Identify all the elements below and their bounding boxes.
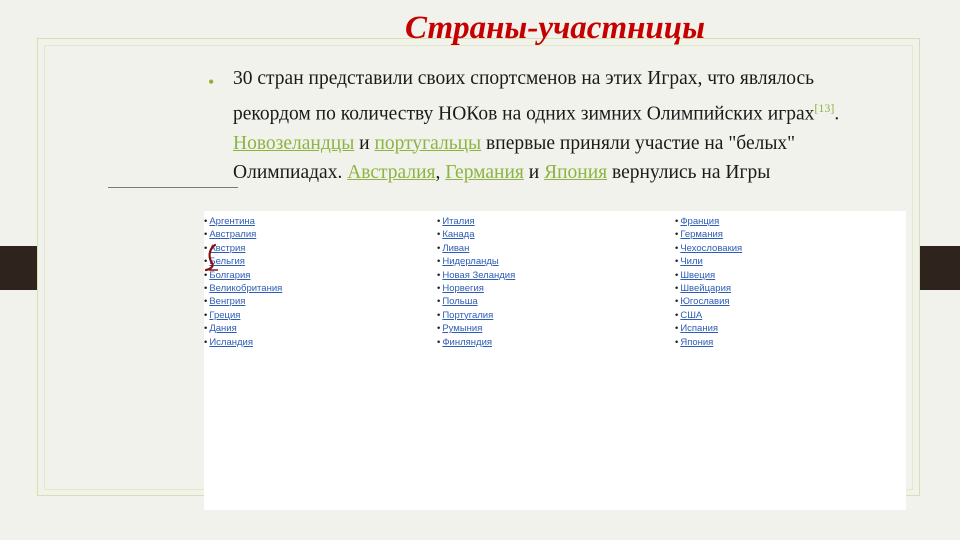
bullet-icon: •	[675, 269, 679, 281]
reference-link[interactable]: [13]	[814, 100, 835, 115]
country-link[interactable]: Греция	[209, 309, 241, 321]
list-item	[204, 282, 282, 295]
list-item	[204, 215, 282, 228]
country-link[interactable]: Канада	[442, 229, 475, 241]
list-item	[437, 228, 515, 241]
bullet-icon: •	[675, 229, 679, 241]
bullet-icon: •	[437, 229, 441, 241]
pen-scribble-icon	[205, 243, 219, 273]
bullet-icon: •	[204, 323, 208, 335]
list-item	[675, 282, 742, 295]
country-link[interactable]: Румыния	[442, 323, 483, 335]
country-link[interactable]: Швеция	[680, 269, 716, 281]
link-australia[interactable]: Австралия	[347, 162, 436, 183]
list-item	[204, 295, 282, 308]
list-item	[675, 336, 742, 349]
divider-line	[108, 187, 238, 188]
list-item	[675, 242, 742, 255]
bullet-icon: •	[204, 216, 208, 227]
intro-paragraph	[233, 64, 893, 188]
country-link[interactable]: Япония	[680, 336, 714, 348]
country-link[interactable]: Италия	[442, 216, 475, 227]
bullet-icon: •	[675, 216, 679, 227]
country-link[interactable]: Ливан	[442, 242, 470, 254]
slide-title: Страны-участницы	[404, 10, 706, 46]
bullet-icon: •	[437, 282, 441, 294]
country-link[interactable]: Нидерланды	[442, 256, 499, 268]
decorative-band-left	[0, 246, 37, 290]
country-link[interactable]: Австрия	[209, 242, 246, 254]
country-link[interactable]: Швейцария	[680, 282, 732, 294]
country-link[interactable]: Португалия	[442, 309, 494, 321]
country-link[interactable]: Аргентина	[209, 216, 255, 227]
decorative-band-right	[920, 246, 960, 290]
list-item	[437, 336, 515, 349]
list-item	[675, 309, 742, 322]
bullet-icon: •	[204, 336, 208, 348]
country-column-1	[204, 215, 282, 349]
bullet-icon: •	[204, 296, 208, 308]
bullet-icon: •	[204, 256, 208, 268]
list-item	[437, 269, 515, 282]
bullet-icon: •	[437, 269, 441, 281]
list-item	[437, 309, 515, 322]
bullet-icon: •	[437, 242, 441, 254]
country-link[interactable]: Бельгия	[209, 256, 245, 268]
bullet-icon: •	[675, 336, 679, 348]
paragraph-text: .	[834, 103, 840, 124]
list-item	[675, 269, 742, 282]
bullet-icon: •	[437, 256, 441, 268]
link-new-zealanders[interactable]: Новозеландцы	[233, 132, 355, 154]
list-item	[437, 242, 515, 255]
country-link[interactable]: Венгрия	[209, 296, 246, 308]
country-link[interactable]: Финляндия	[442, 336, 493, 348]
bullet-icon: •	[675, 256, 679, 268]
list-item	[675, 228, 742, 241]
bullet-icon: •	[437, 336, 441, 348]
paragraph-text: 30 стран представили своих спортсменов на этих Играх, что являлось рекордом по количеству НОКов на одних зимних Олимпийских играх	[233, 68, 815, 124]
paragraph-text: вернулись на Игры	[607, 162, 771, 183]
bullet-icon: •	[675, 309, 679, 321]
paragraph-text: и	[354, 132, 375, 154]
paragraph-text: ,	[435, 162, 446, 183]
bullet-icon: •	[675, 242, 679, 254]
bullet-icon: •	[675, 323, 679, 335]
country-link[interactable]: Польша	[442, 296, 478, 308]
bullet-icon: •	[675, 282, 679, 294]
bullet-icon: •	[208, 72, 215, 92]
link-japan[interactable]: Япония	[544, 162, 608, 183]
link-germany[interactable]: Германия	[445, 162, 524, 183]
country-link[interactable]: Франция	[680, 216, 720, 227]
list-item	[204, 309, 282, 322]
list-item	[437, 255, 515, 268]
paragraph-text: впервые приняли участие на "белых" Олимпиадах.	[233, 132, 796, 183]
country-link[interactable]: Болгария	[209, 269, 251, 281]
bullet-icon: •	[204, 269, 208, 281]
country-link[interactable]: Исландия	[209, 336, 253, 348]
list-item	[675, 322, 742, 335]
list-item	[675, 255, 742, 268]
country-link[interactable]: Дания	[209, 323, 237, 335]
list-item	[437, 295, 515, 308]
list-item	[437, 322, 515, 335]
bullet-icon: •	[204, 282, 208, 294]
country-link[interactable]: Чили	[680, 256, 703, 268]
link-portuguese[interactable]: португальцы	[374, 132, 482, 154]
country-column-2	[437, 215, 515, 349]
list-item	[437, 215, 515, 228]
bullet-icon: •	[204, 309, 208, 321]
country-link[interactable]: Испания	[680, 323, 719, 335]
country-link[interactable]: Новая Зеландия	[442, 269, 516, 281]
country-column-3	[675, 215, 742, 349]
country-link[interactable]: Норвегия	[442, 282, 484, 294]
country-link[interactable]: Югославия	[680, 296, 730, 308]
country-list-panel	[204, 211, 906, 510]
bullet-icon: •	[204, 242, 208, 254]
bullet-icon: •	[437, 323, 441, 335]
bullet-icon: •	[437, 296, 441, 308]
list-item	[204, 322, 282, 335]
list-item	[437, 282, 515, 295]
bullet-icon: •	[437, 309, 441, 321]
bullet-icon: •	[204, 229, 208, 241]
country-link[interactable]: Великобритания	[209, 282, 283, 294]
country-link[interactable]: Германия	[680, 229, 723, 241]
country-link[interactable]: США	[680, 309, 703, 321]
country-link[interactable]: Австралия	[209, 229, 257, 241]
list-item	[204, 228, 282, 241]
list-item	[204, 336, 282, 349]
bullet-icon: •	[437, 216, 441, 227]
country-link[interactable]: Чехословакия	[680, 242, 743, 254]
list-item	[675, 215, 742, 228]
paragraph-text: и	[523, 162, 545, 183]
bullet-icon: •	[675, 296, 679, 308]
list-item	[675, 295, 742, 308]
